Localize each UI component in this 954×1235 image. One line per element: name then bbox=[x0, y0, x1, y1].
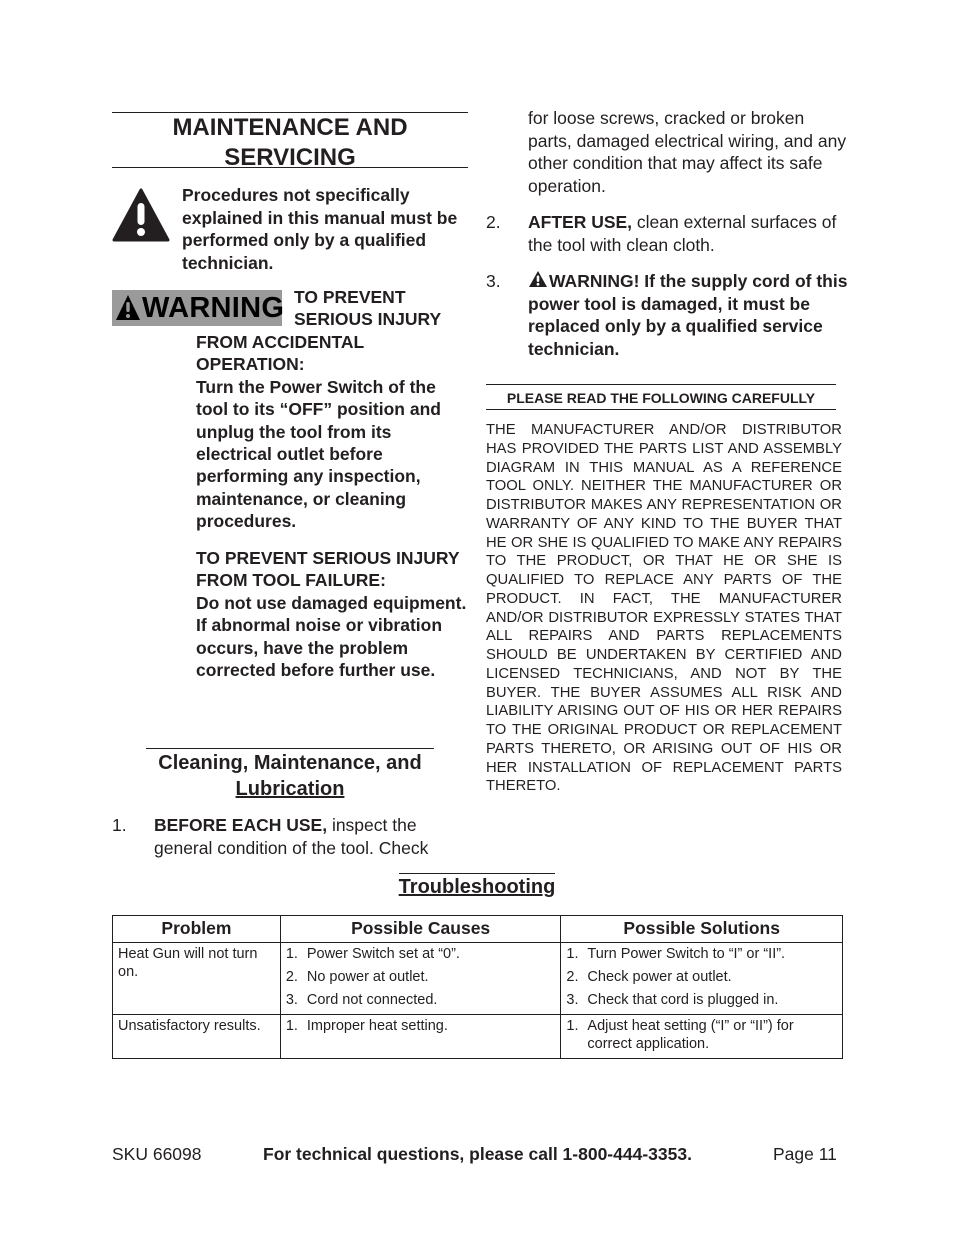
cause-text: No power at outlet. bbox=[306, 969, 429, 985]
list-item-3-text bbox=[528, 270, 848, 360]
list-item-3-number: 3. bbox=[486, 271, 501, 291]
warning-badge-label: WARNING bbox=[142, 292, 285, 324]
warning-triangle-icon bbox=[112, 188, 170, 242]
list-item-2-bold: AFTER USE, bbox=[528, 212, 633, 232]
list-item-1-continued: for loose screws, cracked or broken parts, damaged electrical wiring, and any other condition that may affect its safe operation. bbox=[528, 108, 847, 196]
warning-body-2-text: Do not use damaged equipment. If abnormal noise or vibration occurs, have the problem corrected before further use. bbox=[196, 592, 467, 681]
list-item: 1. Power Switch set at “0”. bbox=[285, 946, 460, 962]
problem-cell: Heat Gun will not turn on. bbox=[113, 943, 281, 1015]
warning-triangle-icon bbox=[528, 270, 548, 288]
cleaning-subtitle-line1: Cleaning, Maintenance, and bbox=[158, 752, 422, 774]
footer-tech-support: For technical questions, please call 1-800-444-3353. bbox=[263, 1144, 692, 1164]
footer-page-number: Page 11 bbox=[773, 1144, 837, 1164]
footer-sku: SKU 66098 bbox=[112, 1144, 202, 1164]
warning-triangle-icon bbox=[115, 294, 141, 322]
list-item: 2. Check power at outlet. bbox=[566, 969, 732, 985]
causes-cell bbox=[280, 943, 561, 1015]
list-item-1-text bbox=[154, 814, 464, 859]
table-row bbox=[113, 943, 843, 1015]
solutions-cell bbox=[561, 1015, 843, 1059]
section-title-line1: MAINTENANCE AND bbox=[172, 114, 408, 141]
list-item-2-number: 2. bbox=[486, 212, 501, 232]
list-item: 2. No power at outlet. bbox=[285, 969, 429, 985]
troubleshooting-title bbox=[0, 873, 954, 900]
list-item-1-number: 1. bbox=[112, 815, 127, 835]
list-item: 3. Cord not connected. bbox=[285, 992, 438, 1008]
causes-cell bbox=[280, 1015, 561, 1059]
cause-text: Improper heat setting. bbox=[306, 1018, 448, 1034]
caution-text: Procedures not specifically explained in this manual must be performed only by a qualified technician. bbox=[182, 185, 458, 273]
disclaimer-text: THE MANUFACTURER AND/OR DISTRIBUTOR HAS PROVIDED THE PARTS LIST AND ASSEMBLY DIAGRAM IN THIS MANUAL AS A REFERENCE TOOL ONLY. NEITHER THE MANUFACTURER OR DISTRIBUTOR MAKES ANY REPRESENTATION OR WARRANTY OF ANY KIND TO THE BUYER THAT HE OR SHE IS QUALIFIED TO MAKE ANY REPAIRS TO THE PRODUCT, OR THAT HE OR SHE IS QUALIFIED TO REPLACE ANY PARTS OF THE PRODUCT. IN FACT, THE MANUFACTURER AND/OR DISTRIBUTOR EXPRESSLY STATES THAT ALL REPAIRS AND PARTS REPLACEMENTS SHOULD BE UNDERTAKEN BY CERTIFIED AND LICENSED TECHNICIANS, AND NOT BY THE BUYER. THE BUYER ASSUMES ALL RISK AND LIABILITY ARISING OUT OF HIS OR HER REPAIRS TO THE ORIGINAL PRODUCT OR REPLACEMENT PARTS THERETO, OR ARISING OUT OF HIS OR HER INSTALLATION OF REPLACEMENT PARTS THERETO. bbox=[486, 422, 842, 795]
list-item-2-text bbox=[528, 211, 848, 256]
list-item: 1. Turn Power Switch to “I” or “II”. bbox=[566, 946, 786, 962]
solution-text: Turn Power Switch to “I” or “II”. bbox=[587, 946, 786, 962]
solution-text: Check power at outlet. bbox=[587, 969, 732, 985]
warning-body-2 bbox=[196, 547, 468, 681]
list-item-2-rest: clean external surfaces of the tool with clean cloth. bbox=[528, 212, 837, 255]
cause-text: Cord not connected. bbox=[306, 992, 438, 1008]
list-item-1-bold: BEFORE EACH USE, bbox=[154, 815, 328, 835]
column-header-problem: Problem bbox=[113, 916, 281, 943]
warning-heading: TO PREVENT SERIOUS INJURY bbox=[294, 287, 442, 330]
solutions-cell bbox=[561, 943, 843, 1015]
section-title-line2: SERVICING bbox=[224, 144, 356, 171]
warning-body-1 bbox=[196, 331, 468, 533]
list-item: 3. Check that cord is plugged in. bbox=[566, 992, 779, 1008]
warning-body-1-heading: FROM ACCIDENTAL OPERATION: bbox=[196, 332, 364, 375]
troubleshooting-title-text: Troubleshooting bbox=[399, 873, 556, 900]
solution-text: Adjust heat setting (“I” or “II”) for correct application. bbox=[587, 1018, 794, 1052]
read-carefully-title: PLEASE READ THE FOLLOWING CAREFULLY bbox=[486, 384, 836, 410]
list-item: 1. Adjust heat setting (“I” or “II”) for correct application. bbox=[566, 1018, 794, 1052]
problem-cell: Unsatisfactory results. bbox=[113, 1015, 281, 1059]
section-title bbox=[112, 112, 468, 171]
warning-body-1-text: Turn the Power Switch of the tool to its “OFF” position and unplug the tool from its electrical outlet before performing any inspection, maintenance, or cleaning procedures. bbox=[196, 376, 441, 532]
warning-body-2-heading: TO PREVENT SERIOUS INJURY FROM TOOL FAILURE: bbox=[196, 548, 460, 591]
warning-badge bbox=[112, 290, 285, 326]
cleaning-subtitle-line2: Lubrication bbox=[235, 778, 345, 800]
list-item-1-rest: inspect the general condition of the tool. Check bbox=[154, 815, 429, 858]
table-header-row bbox=[113, 916, 843, 943]
solution-text: Check that cord is plugged in. bbox=[587, 992, 779, 1008]
troubleshooting-table bbox=[112, 915, 843, 1059]
list-item: 1. Improper heat setting. bbox=[285, 1018, 448, 1034]
cause-text: Power Switch set at “0”. bbox=[306, 946, 460, 962]
table-row bbox=[113, 1015, 843, 1059]
list-item-3-warning-text: WARNING! If the supply cord of this power tool is damaged, it must be replaced only by a qualified service technician. bbox=[528, 271, 848, 359]
column-header-causes: Possible Causes bbox=[280, 916, 561, 943]
column-header-solutions: Possible Solutions bbox=[561, 916, 843, 943]
cleaning-subtitle bbox=[146, 748, 434, 802]
